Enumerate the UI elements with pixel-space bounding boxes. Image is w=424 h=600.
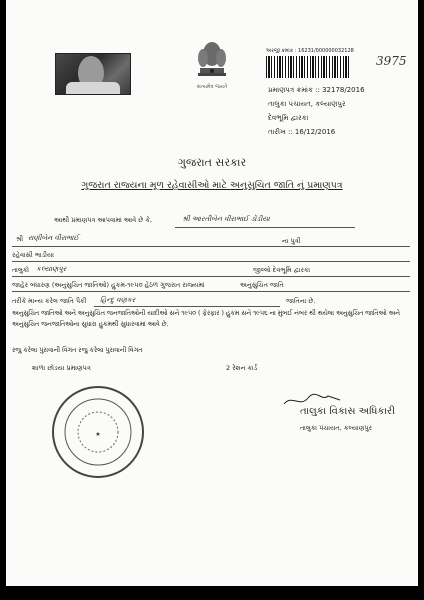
row-divider xyxy=(12,291,410,292)
office-seal-stamp xyxy=(50,384,146,480)
caste-category: અનુસુચિત જાતિ xyxy=(240,281,284,289)
scan-border-left xyxy=(0,0,6,600)
barcode xyxy=(266,56,350,78)
name-underline xyxy=(175,227,355,228)
shri-label: શ્રી xyxy=(16,235,24,243)
national-emblem-icon xyxy=(190,38,234,86)
evidence-item-1: શાળા છોડયા પ્રમાણપત્ર xyxy=(32,364,91,372)
signatory-office: તાલુકા પંચાયત, કલ્યાણપુર xyxy=(300,424,372,432)
taluka-label: તાલુકો xyxy=(12,266,30,274)
page-title: ગુજરાત સરકાર xyxy=(177,156,247,169)
scan-border-bottom xyxy=(0,586,424,600)
taluka-value: કલ્યાણપુર xyxy=(36,265,67,273)
sub-caste-value: હિન્દુ વણકર xyxy=(100,296,136,304)
certificate-number: પ્રમાણપત્ર ક્રમાંક :: 32178/2016 xyxy=(268,86,365,94)
intro-text: આથી પ્રમાણપત્ર આપવામાં આવે છે કે, xyxy=(54,216,153,224)
issuing-office: તાલુકા પંચાયત, કલ્યાણપુર xyxy=(268,100,346,108)
handwritten-number: 3975 xyxy=(376,54,407,68)
issue-date: તારીખ :: 16/12/2016 xyxy=(268,128,336,136)
certificate-title: ગુજરાત રાજ્યના મૂળ રહેવાસીઓ માટે અનુસુચિત જાતિ નું પ્રમાણપત્ર xyxy=(81,180,343,191)
village-label: રહેવાસી ભાડીયા xyxy=(12,251,54,259)
caste-act-text: જાહેર બંધારણ (અનુસુચિત જાતિઓ) હુકમ-૧૯૫૦ હેઠળ ગુજરાત રાજ્યમાં xyxy=(12,281,205,289)
sub-caste-suffix: જાતિના છે. xyxy=(286,297,316,305)
father-name: રાણીબેન વીરાભાઈ xyxy=(28,234,79,242)
svg-text:★: ★ xyxy=(95,431,101,438)
relation-suffix: ના પુત્રી xyxy=(282,237,301,245)
district-label: જીલ્લો દેવભૂમિ દ્વારકા xyxy=(253,266,311,274)
row-divider xyxy=(12,246,410,247)
applicant-photo xyxy=(55,53,131,95)
scan-border-right xyxy=(418,0,424,600)
evidence-heading: રજુ કરેલા પુરાવાની વિગત રજુ કરેલા પુરાવાની વિગત xyxy=(12,347,143,354)
evidence-item-2: 2 રેશન કાર્ડ xyxy=(226,364,258,372)
photo-shirt xyxy=(66,82,120,95)
district: દેવભૂમિ દ્વારકા xyxy=(268,114,309,122)
row-divider xyxy=(12,276,410,277)
legal-paragraph: અનુસુચિત જાતિઓ અને અનુસુચિત જનજાતિઓની યાદીઓ સને ૧૯૫૦ ( ફેરફાર ) હુકમ સને ૧૯૫૬ ના મુંબઈ નંબર થી થયેલા અનુસુચિત જાતિઓ અને અનુસુચિત જનજાતિઓના સુધારા હુકમથી સુધારવામાં આવે છે. xyxy=(12,310,400,328)
application-number: અરજી ક્રમાંક : 16231/000000032128 xyxy=(266,48,354,54)
emblem-caption: સત્યમેવ જયતે xyxy=(196,84,228,90)
row-divider xyxy=(12,261,410,262)
sub-caste-text: તરીકે માન્ય કરેલ જાતિ પૈકી xyxy=(12,297,87,305)
signatory-title: તાલુકા વિકાસ અધિકારી xyxy=(300,406,395,417)
applicant-name: શ્રી આરતીબેન વીરાભાઈ ડોંડીયા xyxy=(182,215,270,223)
sub-caste-underline xyxy=(94,306,280,307)
